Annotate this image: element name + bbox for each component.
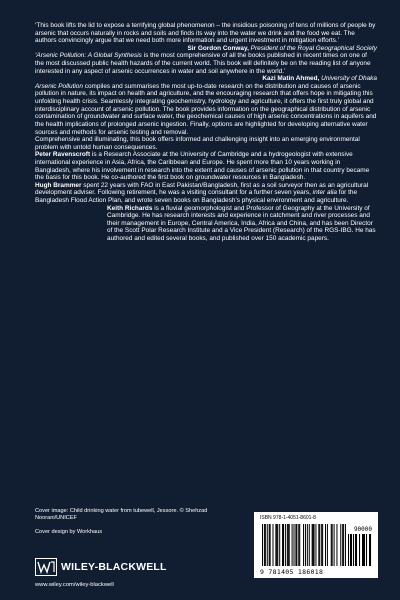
barcode-bar [314,524,315,566]
endorsement-quote-2-text: is the most comprehensive of all the books published in recent times on one of the most discussed public health hazards of the current world. This book will definitely be on the reading list of anyone interested in any aspect of arsenic occurrences in water and soil anywhere in the world.’ [35,52,371,75]
author-bio-text-2a: spent 22 years with FAO in East Pakistan/Bangladesh, first as a soil surveyor then as an agricultural development adviser. Following retirement, he was a visiting consultant for a further seven years, [35,181,369,197]
endorsement-quote-2 [35,52,377,75]
endorsement-quote-1: ‘This book lifts the lid to expose a terrifying global phenomenon – the insidious poisoning of tens of millions of people by arsenic that occurs naturally in rocks and soils and finds its way into the water we drink and the food we eat. The authors convincingly argue that we need both more information and urgent investment in mitigation efforts.’ [35,22,376,45]
barcode-bar [321,524,322,566]
barcode-bar [269,524,270,566]
barcode-bar [305,524,306,566]
barcode-bar [273,524,274,566]
endorser-affiliation-1: President of the Royal Geographical Society [250,44,377,52]
barcode-bar [345,524,346,566]
price-barcode-bar [355,534,356,566]
price-barcode-bar [369,534,370,566]
author-bio-2 [35,182,377,205]
author-name-3: Keith Richards [107,204,153,212]
description-text: compiles and summarises the most up-to-date research on the distribution and causes of arsenic pollution in nature, its impact on health and agriculture, and the encouraging research that offers hope in mitigating this unfolding health crisis. Seamlessly integrating geochemistry, hydrology and agriculture, it offers the first truly global and interdisciplinary account of arsenic pollution. The book provides information on the geographical distribution of arsenic contamination of groundwater and surface water, the geochemical causes of high arsenic concentrations in aquifers and the health implications of prolonged arsenic ingestion. Finally, options are highlighted for developing alternative water sources and methods for arsenic testing and removal. [35,82,377,136]
barcode-bar [340,524,341,566]
price-barcode-bar [362,534,363,566]
barcode-bar [288,524,289,566]
author-bio-text-2b: for the Bangladesh Flood Action Plan, and wrote seven books on Bangladesh’s physical environment and agriculture. [35,189,358,205]
barcode-bar [299,524,300,566]
barcode-bar [267,524,268,566]
barcode-bar [276,524,277,566]
barcode-bar [332,524,333,566]
price-barcode-bar [351,534,352,566]
endorser-name-2: Kazi Matin Ahmed, [262,75,320,83]
price-barcode-bar [353,534,354,566]
barcode-bar [264,524,265,566]
barcode-bars [262,524,346,566]
credits [35,508,235,536]
price-barcode-bar [359,534,360,566]
price-barcode-bar [356,534,357,566]
barcode-digits: 9 781405 186018 [260,568,324,576]
barcode-bar [315,524,316,566]
barcode-bar [270,524,271,566]
price-barcode-bar [370,534,371,566]
barcode-bar [275,524,276,566]
barcode-bar [294,524,295,566]
barcode-bar [279,524,280,566]
barcode-bar [327,524,328,566]
cover-image-credit: Cover image: Child drinking water from tubewell, Jessore. © Shehzad Noorani/UNICEF [35,508,208,521]
barcode-bar [313,524,314,566]
book-summary: Comprehensive and illuminating, this book offers informed and challenging insight into an emerging environmental problem with untold human consequences. [35,136,360,151]
barcode-bar [277,524,278,566]
barcode-bar [285,524,286,566]
description-title: Arsenic Pollution [35,82,83,90]
publisher-website: www.wiley.com/wiley-blackwell [35,582,114,588]
barcode-bar [287,524,288,566]
price-barcode-bar [364,534,365,566]
price-barcode-bar [363,534,364,566]
isbn-label: ISBN 978-1-4051-8601-8 [260,515,316,521]
price-barcode-bar [366,534,367,566]
barcode-bar [282,524,283,566]
barcode-bar [303,524,304,566]
barcode-bar [265,524,266,566]
author-bio-3 [107,205,377,243]
barcode-bar [325,524,326,566]
endorsement-attribution-1 [35,45,377,53]
cover-text [35,22,377,243]
author-bio-text-3: is a fluvial geomorphologist and Professor of Geography at the University of Cambridge. He has research interests and experience in catchment and river processes and their management in Europe, Central America, India, Africa and China, and has been Director of the Scott Polar Research Institute and a Vice President (Research) of the RGS-IBG. He has authored and edited several books, and published over 150 academic papers. [107,204,376,243]
endorser-affiliation-2: University of Dhaka [321,75,377,83]
barcode-bar [322,524,323,566]
book-description [35,83,377,136]
barcode-bar [342,524,343,566]
author-name-2: Hugh Brammer [35,181,82,189]
endorsement-book-title: ‘Arsenic Pollution: A Global Synthesis [35,52,142,60]
barcode-bar [334,524,335,566]
wiley-logo-icon [35,558,57,576]
price-barcode-bar [348,534,349,566]
barcode-bar [283,524,284,566]
author-bio-1 [35,151,377,181]
barcode-bar [298,524,299,566]
endorser-name-1: Sir Gordon Conway, [187,44,249,52]
author-bio-text-2-italic: inter alia [312,189,338,197]
barcode-bar [295,524,296,566]
publisher-logo [35,558,215,578]
publisher-name: WILEY-BLACKWELL [61,561,167,573]
barcode-bar [336,524,337,566]
barcode-bar [331,524,332,566]
cover-design-credit: Cover design by Workhaus [35,529,103,536]
author-name-1: Peter Ravenscroft [35,151,91,159]
price-barcode-bar [350,534,351,566]
barcode-panel [254,512,378,578]
barcode-bar [292,524,293,566]
barcode-bar [289,524,290,566]
barcode-bar [343,524,344,566]
barcode-bar [318,524,319,566]
barcode-bar [309,524,310,566]
barcode-bar [307,524,308,566]
barcode-bar [296,524,297,566]
barcode-bar [312,524,313,566]
barcode-bar [262,524,263,566]
price-code: 90000 [353,526,372,533]
price-barcode-bars [348,534,372,566]
author-bio-text-1: is a Research Associate at the University of Cambridge and a hydrogeologist with extensive international experience in Asia, Africa, the Caribbean and Europe. He spent more than 10 years working in Bangladesh, where his involvement in research into the extent and causes of arsenic pollution in that country became the basis for this book. He co-authored the first book on groundwater resources in Bangladesh. [35,151,370,182]
endorsement-attribution-2 [35,75,377,83]
barcode-bar [319,524,320,566]
